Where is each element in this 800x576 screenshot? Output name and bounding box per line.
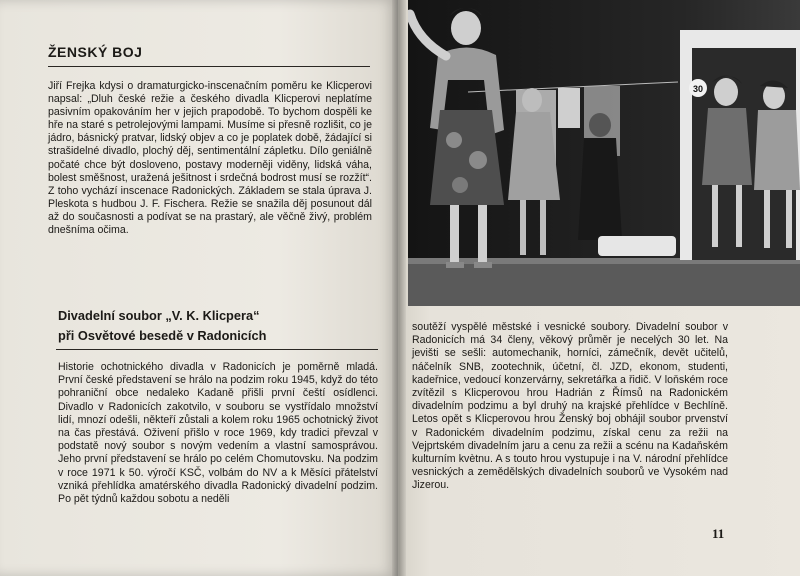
left-page — [0, 0, 398, 576]
article-heading: ŽENSKÝ BOJ — [48, 44, 143, 60]
intro-paragraph: Jiří Frejka kdysi o dramaturgicko-inscenačním poměru ke Klicperovi napsal: „Dluh české režie a českého divadla Klicperovi neplatíme pasivním opakováním her v jejich prapodobě. To bychom dospěli ke hře na staré s petrolejovými lampami. Musíme si přesně rozlišit, co je jádro, básnický pratvar, lidský objev a co je poplatek době, žádající si strašidelné divadlo, plochý děj, sentimentální zápletku. Dílo geniálně počaté chce být dosloveno, postavy moderněji viděny, lidská váha, bolest směšnost, uražená ješitnost i srdečná bodrost musí se rozžít“. Z toho vychází inscenace Radonických. Základem se stala úprava J. Pleskota s hudbou J. F. Fischera. Režie se snažila děj posunout dál až do současnosti a podívat se na prastarý, ale věčně živý, problém dnešníma očima. — [48, 80, 372, 237]
book-spine — [392, 0, 406, 576]
heading-rule — [48, 66, 370, 67]
washtub — [598, 236, 676, 256]
history-paragraph: Historie ochotnického divadla v Radonicích je poměrně mladá. První české představení se hrálo na podzim roku 1945, když do této pohraniční obce nedaleko Kadaně přišli první čeští osídlenci. Divadlo v Radonicích zakotvilo, v souboru se vystřídalo množství lidí, mnozí odešli, někteří zůstali a kolem roku 1965 ochotnický život na čas přestává. Oživení přišlo v roce 1969, kdy tradici převzal v podstatě nový soubor s novým vedením a vlastní samosprávou. Jeho první představení se hrálo po celém Chomutovsku. Na podzim v roce 1971 k 50. výročí KSČ, volbám do NV a k Měsíci přátelství vzniká přehlídka amatérského divadla Radonický divadelní podzim. Po pět týdnů každou sobotu a neděli — [58, 361, 378, 506]
stage-photo-image — [408, 0, 800, 306]
door-sign-number: 30 — [692, 84, 704, 94]
section-rule — [56, 349, 378, 350]
section-title-line-1: Divadelní soubor „V. K. Klicpera“ — [58, 308, 260, 323]
page-number: 11 — [712, 526, 725, 541]
stage-floor — [408, 262, 800, 306]
section-title-line-2: při Osvětové besedě v Radonicích — [58, 328, 267, 343]
stage-photo — [408, 0, 800, 306]
continuation-paragraph: soutěží vyspělé městské i vesnické soubory. Divadelní soubor v Radonicích má 34 členy, věkový průměr je necelých 30 let. Na jevišti se sešli: automechanik, horníci, zámečník, devět učitelů, náčelník SNB, zootechnik, účetní, čl. JZD, ekonom, studenti, kadeřnice, vedoucí konzervárny, sekretářka a řidič. V loňském roce zvítězil s Klicperovou hrou Hadrián z Římsů na Radonickém divadelním podzimu a byl druhý na krajské přehlídce v Bechlíně. Letos opět s Klicperovou hrou Ženský boj obhájil soubor prvenství v Radonickém divadelním podzimu, získal cenu za režii na Vejprtském divadelním jaru a cenu za režii a scénu na Kadaňském kulturním kvètnu. A s touto hrou vystupuje i na V. národní přehlídce vesnických a zemědělských divadelních souborů ve Vysokém nad Jizerou. — [412, 321, 728, 492]
section-title — [58, 306, 378, 346]
